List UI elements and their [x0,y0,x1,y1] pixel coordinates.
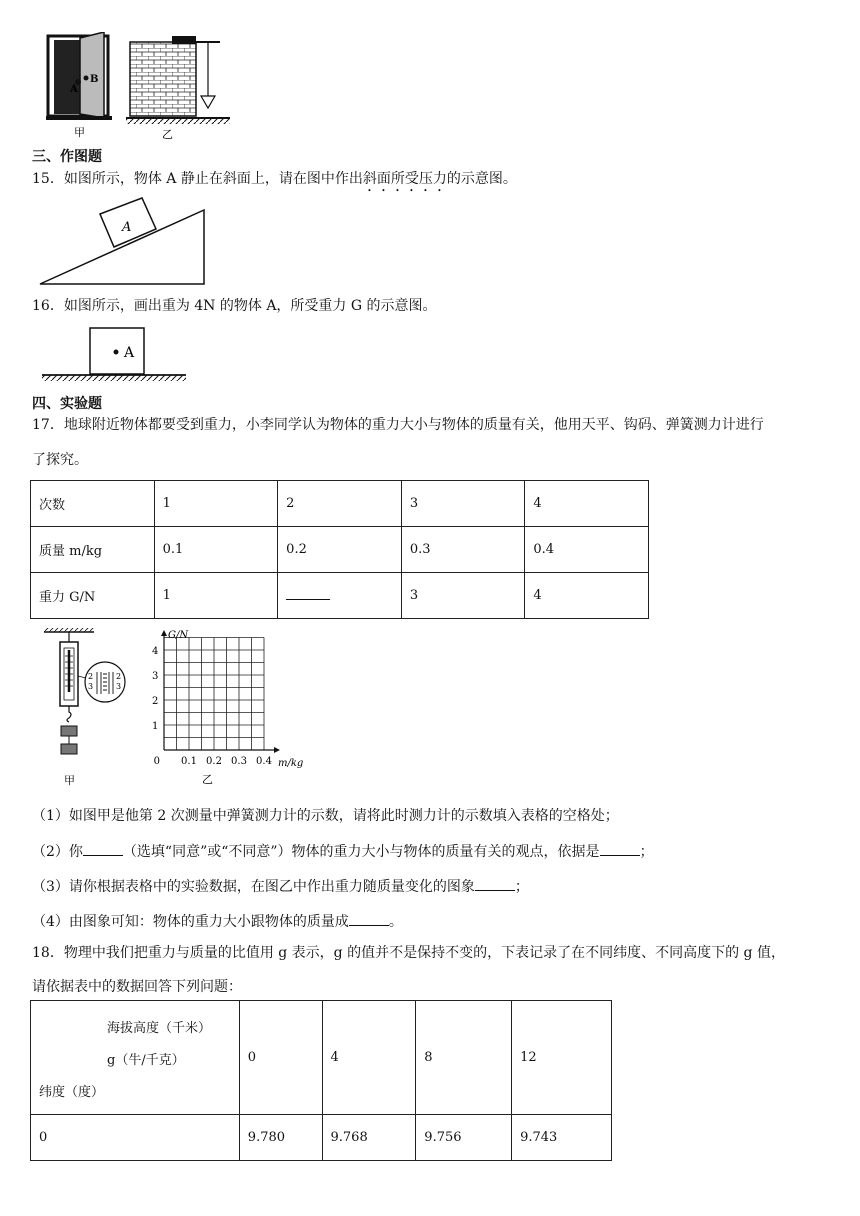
dial-label-3-right: 3 [116,682,122,691]
dial-label-2-right: 2 [116,672,122,681]
section-4-title: 四、实验题 [32,396,102,412]
table-cell: 1 [154,573,278,619]
corner-altitude-label: 海拔高度（千米） [107,1021,212,1036]
table-row [31,481,649,527]
answer-blank[interactable] [475,878,515,891]
door-drawing [44,32,116,142]
y-tick-label: 3 [152,671,159,682]
q15-incline-figure [38,196,210,288]
table-cell: 4 [525,481,649,527]
table-cell: 重力 G/N [31,573,155,619]
table-cell: 0.2 [278,527,402,573]
table-cell: 1 [154,481,278,527]
y-axis-arrow [161,630,167,636]
answer-blank[interactable] [83,843,123,856]
answer-blank[interactable] [286,587,330,600]
wall-drawing [124,32,234,144]
table-cell: 3 [401,481,525,527]
table-cell: 9.743 [512,1115,612,1161]
table-cell: 8 [416,1001,512,1115]
incline-drawing [38,196,210,288]
table-row [31,1115,612,1161]
answer-blank[interactable] [349,913,389,926]
q17-sub-2-c: ； [639,844,654,860]
y-axis-label: G/N [168,630,189,641]
q16-block-label: A [124,345,135,361]
table-cell: 3 [401,573,525,619]
y-tick-label: 2 [152,696,159,707]
corner-g-label: g（牛/千克） [107,1053,185,1068]
table-row [31,573,649,619]
table-row [31,1001,612,1115]
q17-sub-4 [32,913,403,929]
q15-block-label: A [122,220,132,235]
q17-sub-2 [32,843,654,859]
q18-g-table [30,1000,612,1161]
door-label-b: B [90,74,99,85]
x-axis-label: m/kg [278,758,304,769]
q17-sub-3-b: ； [514,879,529,895]
door-label-a: A [70,84,78,95]
x-axis-arrow [274,747,280,753]
q15-text-post: 的示意图。 [446,171,517,187]
dial-label-3-left: 3 [88,682,94,691]
table-cell: 次数 [31,481,155,527]
caption-yi-top: 乙 [162,128,173,141]
figure-wall-yi [124,32,234,144]
table-cell: 9.780 [239,1115,322,1161]
x-tick-label: 0.4 [256,756,272,767]
caption-jia-top: 甲 [74,126,85,139]
table-cell: 9.756 [416,1115,512,1161]
q17-line-1: 17．地球附近物体都要受到重力，小李同学认为物体的重力大小与物体的质量有关，他用天平、钩码、弹簧测力计进行 [32,417,764,433]
table-cell: 0 [239,1001,322,1115]
q17-sub-4-b: 。 [388,914,403,930]
q16-text: 16．如图所示，画出重为 4N 的物体 A，所受重力 G 的示意图。 [32,298,437,314]
section-3-title: 三、作图题 [32,149,102,165]
table-cell: 0.3 [401,527,525,573]
q16-block-figure [40,326,190,384]
q15-text-pre: 15．如图所示，物体 A 静止在斜面上，请在图中作出 [32,171,363,187]
corner-latitude-label: 纬度（度） [39,1085,105,1100]
table-cell: 12 [512,1001,612,1115]
q17-sub-3 [32,878,529,894]
caption-yi-q17: 乙 [202,773,213,786]
answer-blank[interactable] [600,843,640,856]
q17-sub-1: （1）如图甲是他第 2 次测量中弹簧测力计的示数，请将此时测力计的示数填入表格的空格处； [32,808,619,824]
table-cell-blank[interactable] [278,573,402,619]
q18-line-1: 18．物理中我们把重力与质量的比值用 g 表示，g 的值并不是保持不变的，下表记录了在不同纬度、不同高度下的 g 值， [32,945,785,961]
table-corner-cell [31,1001,240,1115]
q15-text-emphasis: 斜面所受压力 [362,171,447,187]
table-cell: 2 [278,481,402,527]
q18-line-2: 请依据表中的数据回答下列问题： [32,979,242,995]
table-cell: 4 [322,1001,416,1115]
table-cell: 0.1 [154,527,278,573]
x-tick-label: 0.3 [231,756,247,767]
x-tick-label: 0.2 [206,756,222,767]
table-cell: 0 [31,1115,240,1161]
x-tick-label: 0 [153,756,160,767]
g-m-grid-drawing [146,628,308,788]
table-cell: 4 [525,573,649,619]
table-row [31,527,649,573]
y-tick-label: 1 [152,721,159,732]
table-cell: 质量 m/kg [31,527,155,573]
dial-label-2-left: 2 [88,672,94,681]
q15-text [32,171,517,195]
x-tick-label: 0.1 [181,756,197,767]
q17-sub-4-a: （4）由图象可知：物体的重力大小跟物体的质量成 [32,914,349,930]
q17-sub-2-a: （2）你 [32,844,83,860]
table-cell: 0.4 [525,527,649,573]
spring-scale-figure [40,626,140,790]
q17-data-table [30,480,649,619]
g-m-grid-figure [146,628,308,788]
figure-door-jia [44,32,116,142]
q17-sub-3-a: （3）请你根据表格中的实验数据，在图乙中作出重力随质量变化的图象 [32,879,475,895]
block-on-ground-drawing [40,326,190,384]
y-tick-label: 4 [152,646,159,657]
q17-line-2: 了探究。 [32,452,88,468]
table-cell: 9.768 [322,1115,416,1161]
spring-scale-drawing [40,626,140,790]
caption-jia-q17: 甲 [64,774,75,787]
q17-sub-2-b: （选填“同意”或“不同意”）物体的重力大小与物体的质量有关的观点，依据是 [122,844,600,860]
